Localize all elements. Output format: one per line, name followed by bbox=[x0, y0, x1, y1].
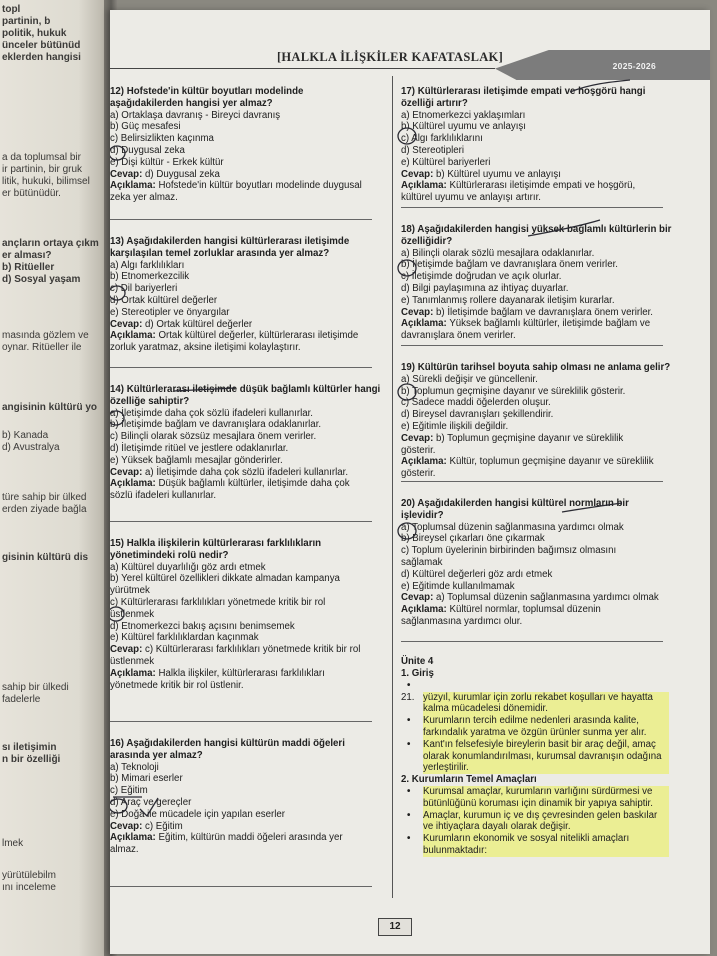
answer-value: c) Eğitim bbox=[145, 820, 183, 832]
question-title: 19) Kültürün tarihsel boyuta sahip olması ne anlama gelir? bbox=[401, 362, 671, 373]
bullet-item bbox=[401, 786, 669, 810]
answer-option: a) Ortaklaşa davranış - Bireyci davranış bbox=[110, 109, 281, 121]
left-page-text bbox=[2, 238, 106, 286]
answer-option: d) İletişimde ritüel ve jestlere odaklanırlar. bbox=[110, 442, 289, 454]
answer-label: Cevap: bbox=[401, 432, 434, 444]
explanation-line bbox=[110, 844, 378, 856]
explanation-text: kültürel uyumu ve anlayışı artırır. bbox=[401, 192, 541, 204]
answer-option: c) İletişimde doğrudan ve açık olurlar. bbox=[401, 271, 562, 283]
question-block bbox=[110, 538, 378, 691]
column-divider bbox=[392, 76, 393, 898]
explanation-text: Hofstede'in kültür boyutları modelinde duygusal bbox=[158, 180, 362, 192]
answer-line bbox=[401, 433, 669, 445]
bullet-item bbox=[401, 810, 669, 834]
explanation-label: Açıklama: bbox=[110, 667, 156, 679]
left-page-line: politik, hukuk bbox=[2, 28, 67, 39]
question-separator bbox=[401, 207, 663, 208]
answer-option: b) İletişimde bağlam ve davranışlara odaklanırlar. bbox=[110, 419, 322, 431]
unit-section bbox=[401, 656, 669, 857]
answer-option: sağlamak bbox=[401, 556, 443, 568]
answer-option: d) Ortak kültürel değerler bbox=[110, 294, 218, 306]
answer-option: a) Algı farklılıkları bbox=[110, 259, 185, 271]
explanation-label: Açıklama: bbox=[401, 604, 447, 616]
page-number: 12 bbox=[378, 918, 412, 936]
answer-option: c) Toplum üyelerinin birbirinden bağımsız olmasını bbox=[401, 545, 617, 557]
answer-value: a) Toplumsal düzenin sağlanmasına yardımcı olmak bbox=[436, 592, 659, 604]
explanation-line bbox=[110, 180, 378, 192]
answer-label: Cevap: bbox=[110, 168, 143, 180]
left-page-line: sahip bir ülkedi bbox=[2, 682, 69, 693]
answer-option: e) Doğa ile mücadele için yapılan eserler bbox=[110, 808, 286, 820]
explanation-line bbox=[401, 330, 669, 342]
question-title: karşılaşılan temel zorluklar arasında yer almaz? bbox=[110, 247, 330, 259]
explanation-line bbox=[110, 342, 378, 354]
left-page-line: oynar. Ritüeller ile bbox=[2, 342, 82, 353]
left-page-line: litik, hukuki, bilimsel bbox=[2, 176, 90, 187]
bullet-item bbox=[401, 833, 669, 857]
answer-value: b) Toplumun geçmişine dayanır ve süreklilik bbox=[436, 432, 624, 444]
explanation-label: Açıklama: bbox=[401, 456, 447, 468]
question-block bbox=[401, 498, 669, 628]
explanation-text: Ortak kültürel değerler, kültürlerarası iletişimde bbox=[158, 330, 359, 342]
answer-line bbox=[110, 821, 378, 833]
question-title: aşağıdakilerden hangisi yer almaz? bbox=[110, 97, 273, 109]
question-separator bbox=[110, 521, 372, 522]
answer-value: a) İletişimde daha çok sözlü ifadeleri kullanırlar. bbox=[145, 466, 349, 478]
answer-value: d) Ortak kültürel değerler bbox=[145, 318, 253, 330]
answer-label: Cevap: bbox=[110, 820, 143, 832]
answer-option: c) Sadece maddi öğelerden oluşur. bbox=[401, 397, 551, 409]
explanation-text: sağlanmasına yardımcı olur. bbox=[401, 615, 523, 627]
answer-option: b) Kültürel uyumu ve anlayışı bbox=[401, 121, 526, 133]
answer-value-cont: üstlenmek bbox=[110, 655, 155, 667]
explanation-text: Düşük bağlamlı kültürler, iletişimde daha çok bbox=[158, 478, 350, 490]
answer-option: d) Stereotipleri bbox=[401, 144, 464, 156]
question-title: arasında yer almaz? bbox=[110, 749, 203, 761]
question-block bbox=[110, 86, 378, 204]
bullet-text: • Kant'ın felsefesiyle bireylerin basit bir araç değil, amaç bbox=[423, 739, 669, 751]
answer-option: d) Bilgi paylaşımına az ihtiyaç duyarlar. bbox=[401, 282, 569, 294]
unit-title: Ünite 4 bbox=[401, 656, 434, 667]
bullet-text: farkındalık yaratma ve özgün ürünler sunma yer alır. bbox=[423, 727, 669, 739]
explanation-line bbox=[401, 192, 669, 204]
question-block bbox=[110, 236, 378, 354]
left-page-text bbox=[2, 838, 106, 850]
question-title: özelliğidir? bbox=[401, 235, 453, 247]
left-page-text bbox=[2, 870, 106, 894]
explanation-line bbox=[110, 330, 378, 342]
item-number: 21. bbox=[401, 691, 415, 703]
left-page-line: eklerden hangisi bbox=[2, 52, 81, 63]
answer-option: a) Sürekli değişir ve güncellenir. bbox=[401, 373, 538, 385]
left-page-text bbox=[2, 330, 106, 354]
left-page-line: ançların ortaya çıkm bbox=[2, 238, 99, 249]
left-page-line: yürütülebilm bbox=[2, 870, 56, 881]
item-text: yüzyıl, kurumlar için zorlu rekabet koşulları ve hayatta bbox=[423, 692, 669, 704]
left-page-text bbox=[2, 152, 106, 200]
question-title: 13) Aşağıdakilerden hangisi kültürlerarası iletişimde bbox=[110, 236, 350, 247]
numbered-item bbox=[401, 692, 669, 716]
bullet-text: • Kurumların tercih edilme nedenleri arasında kalite, bbox=[423, 715, 669, 727]
answer-option: c) Dil bariyerleri bbox=[110, 283, 178, 295]
explanation-line bbox=[110, 490, 378, 502]
left-page-text bbox=[2, 402, 106, 414]
answer-line bbox=[110, 644, 378, 656]
explanation-text: Yüksek bağlamlı kültürler, iletişimde bağlam ve bbox=[449, 318, 651, 330]
answer-option: a) Toplumsal düzenin sağlanmasına yardımcı olmak bbox=[401, 521, 624, 533]
answer-line bbox=[110, 319, 378, 331]
explanation-label: Açıklama: bbox=[110, 330, 156, 342]
page-header-title: [HALKLA İLİŞKİLER KAFATASLAK] bbox=[276, 50, 504, 64]
question-block bbox=[401, 224, 672, 342]
left-page-line: topl bbox=[2, 4, 21, 15]
explanation-line bbox=[401, 180, 669, 192]
answer-line bbox=[110, 467, 378, 479]
explanation-line bbox=[401, 456, 669, 468]
explanation-line bbox=[110, 680, 378, 692]
bullet-text: • Kurumların ekonomik ve sosyal nitelikli amaçları bbox=[423, 833, 669, 845]
bullet-text: olarak konumlandırılması, kurumsal davranışın odağına bbox=[423, 751, 669, 763]
answer-line bbox=[401, 169, 669, 181]
explanation-text: sözlü ifadeleri kullanırlar. bbox=[110, 490, 217, 502]
left-page-line: d) Sosyal yaşam bbox=[2, 274, 81, 285]
bullet-text: • Kurumsal amaçlar, kurumların varlığını sürdürmesi ve bbox=[423, 786, 669, 798]
answer-option: d) Etnomerkezci bakış açısını benimsemek bbox=[110, 620, 295, 632]
answer-option: c) Kültürlerarası farklılıkları yönetmede kritik bir rol bbox=[110, 596, 326, 608]
section-heading: 2. Kurumların Temel Amaçları bbox=[401, 774, 537, 786]
question-separator bbox=[401, 345, 663, 346]
answer-option: e) Tanımlanmış rollere dayanarak iletişim kurarlar. bbox=[401, 294, 615, 306]
answer-option: e) Yüksek bağlamlı mesajlar gönderirler. bbox=[110, 454, 283, 466]
explanation-text: gösterir. bbox=[401, 468, 436, 480]
explanation-text: Kültürel normlar, toplumsal düzenin bbox=[449, 604, 601, 616]
explanation-text: almaz. bbox=[110, 844, 139, 856]
answer-label: Cevap: bbox=[401, 592, 434, 604]
explanation-text: zorluk yaratmaz, aksine iletişimi kolaylaştırır. bbox=[110, 342, 301, 354]
bullet-text: bulunmaktadır: bbox=[423, 845, 669, 857]
answer-label: Cevap: bbox=[110, 644, 143, 656]
explanation-text: davranışlara önem verirler. bbox=[401, 330, 516, 342]
answer-option: c) Belirsizlikten kaçınma bbox=[110, 133, 214, 145]
question-separator bbox=[110, 367, 372, 368]
answer-option: b) Güç mesafesi bbox=[110, 121, 181, 133]
answer-option: a) Etnomerkezci yaklaşımları bbox=[401, 109, 526, 121]
left-page-line: n bir özelliği bbox=[2, 754, 61, 765]
question-title: 14) Kültürlerarası iletişimde düşük bağlamlı kültürler hangi bbox=[110, 384, 381, 395]
explanation-label: Açıklama: bbox=[110, 478, 156, 490]
question-separator bbox=[110, 721, 372, 722]
question-title: özelliği artırır? bbox=[401, 97, 468, 109]
question-title: yönetimindeki rolü nedir? bbox=[110, 549, 229, 561]
left-page-line: gisinin kültürü dis bbox=[2, 552, 89, 563]
explanation-text: Kültür, toplumun geçmişine dayanır ve süreklilik bbox=[449, 456, 654, 468]
explanation-label: Açıklama: bbox=[401, 180, 447, 192]
answer-option: a) Bilinçli olarak sözlü mesajlara odaklanırlar. bbox=[401, 247, 595, 259]
left-page-line: b) Ritüeller bbox=[2, 262, 55, 273]
left-page-line: partinin, b bbox=[2, 16, 51, 27]
bullet-text: bütünlüğünü koruması için dinamik bir yapıya sahiptir. bbox=[423, 798, 669, 810]
explanation-text: yönetmede kritik bir rol üstlenir. bbox=[110, 679, 244, 691]
empty-bullet bbox=[401, 680, 669, 692]
left-page-line: ını inceleme bbox=[2, 882, 56, 893]
item-text: kalma mücadelesi dönemidir. bbox=[423, 703, 669, 715]
answer-option: d) Duygusal zeka bbox=[110, 144, 185, 156]
left-page-line: d) Avustralya bbox=[2, 442, 60, 453]
left-page-line: er alması? bbox=[2, 250, 52, 261]
question-title: 17) Kültürlerarası iletişimde empati ve hoşgörü hangi bbox=[401, 86, 646, 97]
question-title: özelliğe sahiptir? bbox=[110, 395, 190, 407]
answer-option: c) Eğitim bbox=[110, 785, 148, 797]
answer-label: Cevap: bbox=[110, 318, 143, 330]
answer-option: e) Kültürel farklılıklardan kaçınmak bbox=[110, 632, 259, 644]
explanation-text: Eğitim, kültürün maddi öğeleri arasında yer bbox=[158, 832, 343, 844]
answer-option: a) Teknoloji bbox=[110, 761, 159, 773]
explanation-text: Kültürlerarası iletişimde empati ve hoşgörü, bbox=[449, 180, 636, 192]
left-facing-page bbox=[0, 0, 112, 956]
answer-option: b) Bireysel çıkarları öne çıkarmak bbox=[401, 533, 545, 545]
answer-option: b) İletişimde bağlam ve davranışlara önem verirler. bbox=[401, 259, 618, 271]
answer-option: e) Eğitimle ilişkili değildir. bbox=[401, 420, 509, 432]
answer-option: d) Araç ve gereçler bbox=[110, 796, 192, 808]
explanation-text: Halkla ilişkiler, kültürlerarası farklılıkları bbox=[158, 667, 325, 679]
left-page-text bbox=[2, 742, 106, 766]
answer-option: a) Kültürel duyarlılığı göz ardı etmek bbox=[110, 561, 266, 573]
left-page-line: angisinin kültürü yo bbox=[2, 402, 98, 413]
answer-value: c) Kültürlerarası farklılıkları yönetmede kritik bir rol bbox=[145, 644, 361, 656]
answer-option: e) Stereotipler ve önyargılar bbox=[110, 306, 230, 318]
left-page-text bbox=[2, 4, 106, 64]
question-block bbox=[401, 362, 669, 480]
answer-value: b) İletişimde bağlam ve davranışlara önem verirler. bbox=[436, 306, 653, 318]
explanation-line bbox=[401, 604, 669, 616]
left-page-line: erden ziyade bağla bbox=[2, 504, 87, 515]
answer-value: b) Kültürel uyumu ve anlayışı bbox=[436, 168, 561, 180]
bullet-text: yerleştirilir. bbox=[423, 762, 669, 774]
left-page-line: a da toplumsal bir bbox=[2, 152, 81, 163]
explanation-line bbox=[401, 318, 669, 330]
answer-label: Cevap: bbox=[401, 168, 434, 180]
explanation-line bbox=[401, 616, 669, 628]
answer-option: d) Kültürel değerleri göz ardı etmek bbox=[401, 568, 553, 580]
book-page bbox=[110, 10, 710, 954]
answer-line bbox=[401, 307, 669, 319]
question-separator bbox=[110, 886, 372, 887]
left-page-line: masında gözlem ve bbox=[2, 330, 89, 341]
bullet-text: • Amaçlar, kurumun iç ve dış çevresinden gelen baskılar bbox=[423, 810, 669, 822]
question-block bbox=[401, 86, 669, 204]
header-banner bbox=[495, 50, 710, 80]
explanation-label: Açıklama: bbox=[110, 180, 156, 192]
answer-option: b) Yerel kültürel özellikleri dikkate almadan kampanya bbox=[110, 573, 340, 585]
answer-option: a) İletişimde daha çok sözlü ifadeleri kullanırlar. bbox=[110, 407, 313, 419]
answer-label: Cevap: bbox=[401, 306, 434, 318]
question-title: 18) Aşağıdakilerden hangisi yüksek bağlamlı kültürlerin bir bbox=[401, 224, 672, 235]
question-title: işlevidir? bbox=[401, 509, 444, 521]
left-page-line: türe sahip bir ülked bbox=[2, 492, 87, 503]
left-page-line: fadelerle bbox=[2, 694, 41, 705]
answer-option: b) Toplumun geçmişine dayanır ve süreklilik gösterir. bbox=[401, 385, 626, 397]
left-page-line: ir partinin, bir gruk bbox=[2, 164, 83, 175]
answer-option: d) Bireysel davranışları şekillendirir. bbox=[401, 409, 554, 421]
left-page-text bbox=[2, 552, 106, 564]
left-page-line: sı iletişimin bbox=[2, 742, 57, 753]
question-title: 15) Halkla ilişkilerin kültürlerarası farklılıkların bbox=[110, 538, 322, 549]
question-block bbox=[110, 384, 381, 502]
answer-option: e) Kültürel bariyerleri bbox=[401, 156, 491, 168]
explanation-line bbox=[110, 668, 378, 680]
question-title: 12) Hofstede'in kültür boyutları modelinde bbox=[110, 86, 304, 97]
answer-line bbox=[110, 169, 378, 181]
left-page-line: ünceler bütünüd bbox=[2, 40, 81, 51]
answer-value: d) Duygusal zeka bbox=[145, 168, 220, 180]
left-page-text bbox=[2, 430, 106, 454]
left-page-line: lmek bbox=[2, 838, 24, 849]
bullet-item bbox=[401, 715, 669, 739]
answer-value-cont: gösterir. bbox=[401, 444, 436, 456]
answer-option: b) Mimari eserler bbox=[110, 773, 183, 785]
answer-option: e) Dişi kültür - Erkek kültür bbox=[110, 156, 224, 168]
bullet-text: ve ihtiyaçlara dayalı olarak değişir. bbox=[423, 821, 669, 833]
answer-option: c) Algı farklılıklarını bbox=[401, 133, 483, 145]
left-page-text bbox=[2, 682, 106, 706]
question-separator bbox=[110, 219, 372, 220]
answer-option: b) Etnomerkezcilik bbox=[110, 271, 190, 283]
explanation-line bbox=[110, 832, 378, 844]
question-title: 16) Aşağıdakilerden hangisi kültürün maddi öğeleri bbox=[110, 738, 345, 749]
bullet-item bbox=[401, 739, 669, 774]
explanation-label: Açıklama: bbox=[401, 318, 447, 330]
explanation-line bbox=[110, 192, 378, 204]
answer-option: üstlenmek bbox=[110, 608, 155, 620]
section-heading: 1. Giriş bbox=[401, 667, 434, 679]
answer-option: c) Bilinçli olarak sözsüz mesajlara önem verirler. bbox=[110, 431, 317, 443]
explanation-text: zeka yer almaz. bbox=[110, 192, 178, 204]
answer-option: yürütmek bbox=[110, 585, 150, 597]
explanation-line bbox=[110, 478, 378, 490]
answer-option: e) Eğitimde kullanılmamak bbox=[401, 580, 515, 592]
left-page-line: er bütünüdür. bbox=[2, 188, 61, 199]
header-rule bbox=[110, 68, 495, 69]
question-title: 20) Aşağıdakilerden hangisi kültürel normların bir bbox=[401, 498, 629, 509]
question-separator bbox=[401, 481, 663, 482]
left-page-text bbox=[2, 492, 106, 516]
question-separator bbox=[401, 641, 663, 642]
explanation-label: Açıklama: bbox=[110, 832, 156, 844]
answer-label: Cevap: bbox=[110, 466, 143, 478]
question-block bbox=[110, 738, 378, 856]
explanation-line bbox=[401, 468, 669, 480]
left-page-line: b) Kanada bbox=[2, 430, 49, 441]
answer-line bbox=[401, 592, 669, 604]
header-year: 2025-2026 bbox=[612, 61, 656, 71]
